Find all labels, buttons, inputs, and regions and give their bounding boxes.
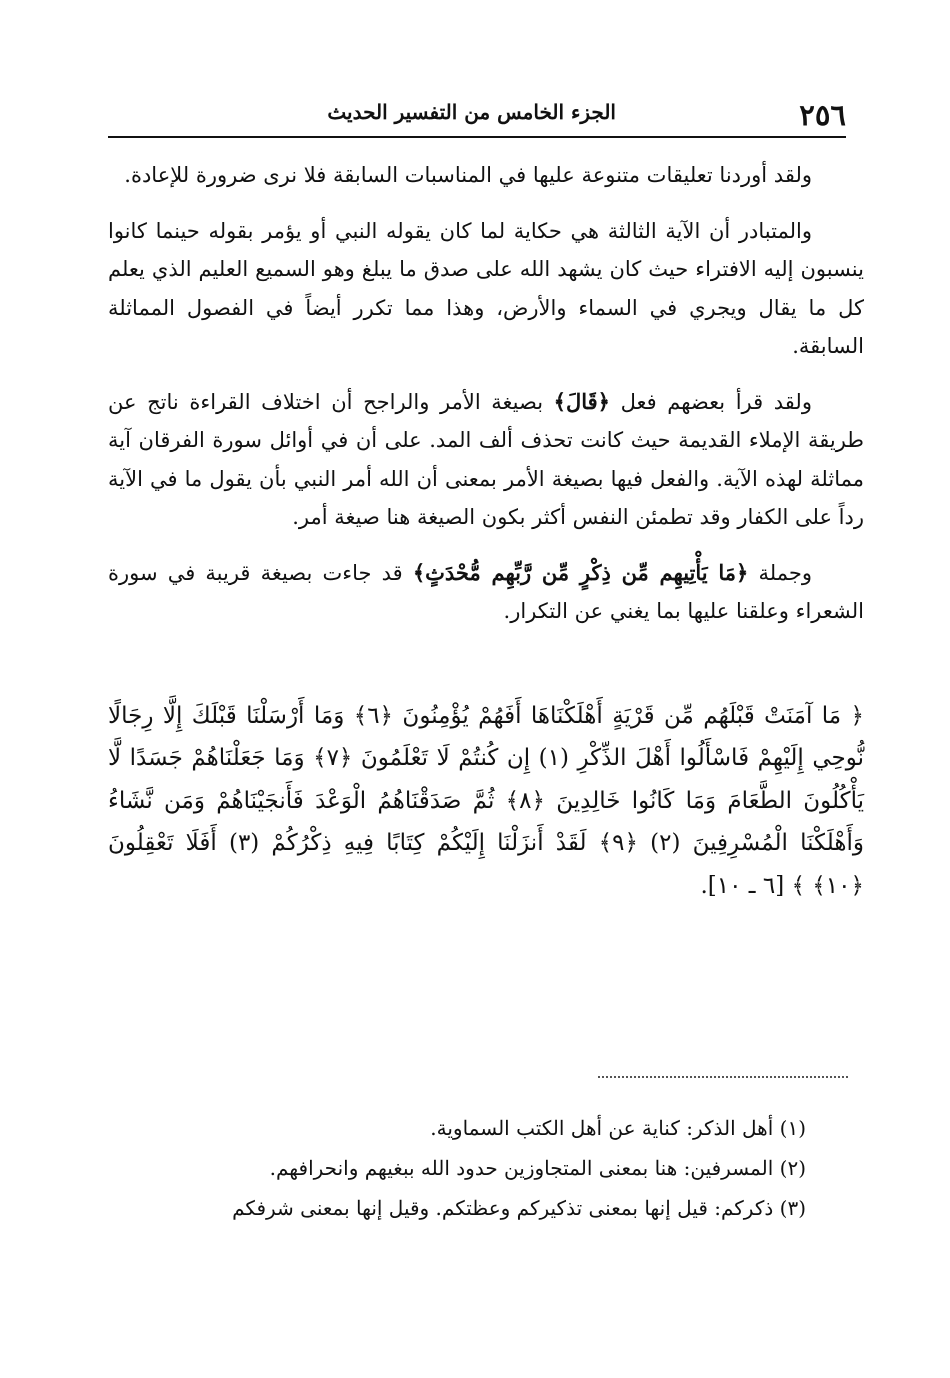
footnote-1: (١) أهل الذكر: كناية عن أهل الكتب السماوية. [430,1116,806,1140]
page-number: ٢٥٦ [799,98,846,132]
footnote-2: (٢) المسرفين: هنا بمعنى المتجاوزين حدود الله ببغيهم وانحرافهم. [269,1156,806,1180]
paragraph-3-lead: ولقد قرأ بعضهم فعل [620,389,812,414]
quran-quote-qala: ﴿قَالَ﴾ [553,388,610,414]
paragraph-4-lead: وجملة [758,560,812,585]
running-title: الجزء الخامس من التفسير الحديث [327,100,616,124]
paragraph-4-rest: قد جاءت بصيغة قريبة في سورة الشعراء وعلقنا عليها بما يغني عن التكرار. [108,560,864,623]
paragraph-2: والمتبادر أن الآية الثالثة هي حكاية لما كان يقوله النبي أو يؤمر بقوله حينما كانوا ينسبون إليه الافتراء حيث كان يشهد الله على صدق ما يبلغ وهو السميع العليم الذي يعلم كل ما يقال ويجري في السماء والأرض، وهذا مما تكرر أيضاً في الفصول المماثلة السابقة. [108,218,864,358]
paragraph-3-rest: بصيغة الأمر والراجح أن اختلاف القراءة ناتج عن طريقة الإملاء القديمة حيث كانت تحذف ألف المد. على أن في أوائل سورة الفرقان آية مماثلة لهذه الآية. والفعل فيها بصيغة الأمر بمعنى أن الله أمر النبي بأن يقول ما في الآية رداً على الكفار وقد تطمئن النفس أكثر بكون الصيغة هنا صيغة أمر. [108,389,864,529]
footnotes [108,1108,806,1228]
paragraph-4 [108,554,864,631]
page-header [108,96,846,134]
paragraph-1: ولقد أوردنا تعليقات متنوعة عليها في المناسبات السابقة فلا نرى ضرورة للإعادة. [124,163,812,187]
footnote-3: (٣) ذكركم: قيل إنها بمعنى تذكيركم وعظتكم. وقيل إنها بمعنى شرفكم [232,1196,806,1220]
footnote-separator [598,1076,848,1078]
quran-verses-block: ﴿ مَا آمَنَتْ قَبْلَهُم مِّن قَرْيَةٍ أَهْلَكْنَاهَا أَفَهُمْ يُؤْمِنُونَ ﴿٦﴾ وَمَا أَرْسَلْنَا قَبْلَكَ إِلَّا رِجَالًا نُّوحِي إِلَيْهِمْ فَاسْأَلُوا أَهْلَ الذِّكْرِ (١) إِن كُنتُمْ لَا تَعْلَمُونَ ﴿٧﴾ وَمَا جَعَلْنَاهُمْ جَسَدًا لَّا يَأْكُلُونَ الطَّعَامَ وَمَا كَانُوا خَالِدِينَ ﴿٨﴾ ثُمَّ صَدَقْنَاهُمُ الْوَعْدَ فَأَنجَيْنَاهُمْ وَمَن نَّشَاءُ وَأَهْلَكْنَا الْمُسْرِفِينَ (٢) ﴿٩﴾ لَقَدْ أَنزَلْنَا إِلَيْكُمْ كِتَابًا فِيهِ ذِكْرُكُمْ (٣) أَفَلَا تَعْقِلُونَ ﴿١٠﴾ ﴾ [٦ ـ ١٠]. [108,702,864,899]
quran-quote-dhikr: ﴿مَا يَأْتِيهِم مِّن ذِكْرٍ مِّن رَّبِّهِم مُّحْدَثٍ﴾ [412,559,749,585]
header-rule [108,136,846,138]
page-body [108,156,864,924]
paragraph-3 [108,383,864,537]
